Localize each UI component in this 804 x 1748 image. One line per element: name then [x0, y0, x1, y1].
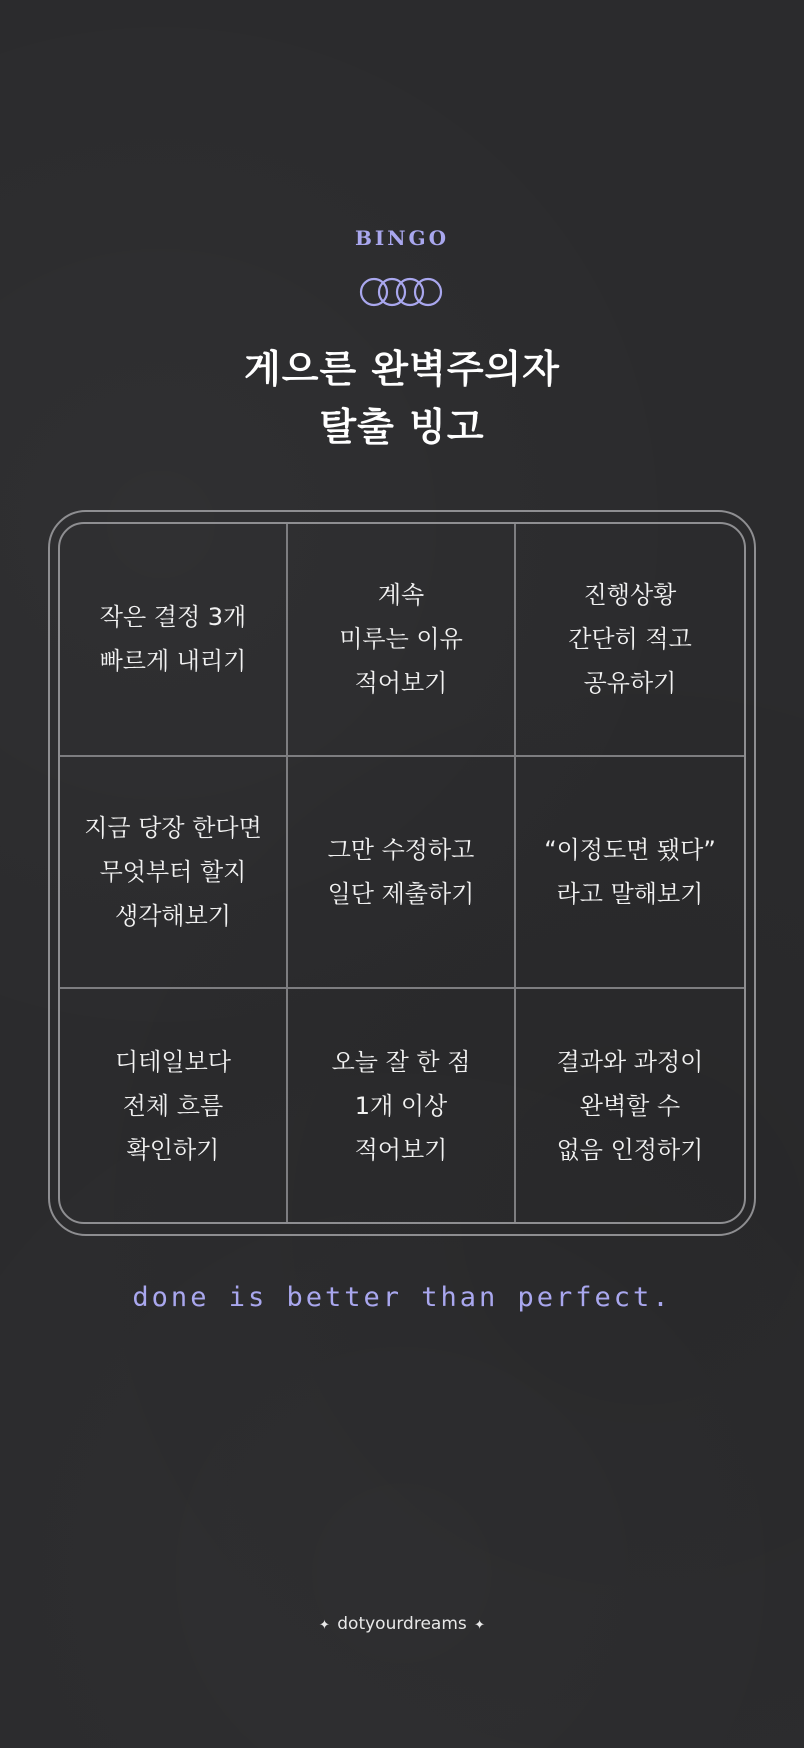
bingo-cell[interactable]: 작은 결정 3개 빠르게 내리기	[60, 524, 288, 757]
bingo-cell[interactable]: 그만 수정하고 일단 제출하기	[288, 757, 516, 990]
sparkle-icon: ✦	[318, 1618, 330, 1633]
bingo-cell[interactable]: 디테일보다 전체 흐름 확인하기	[60, 989, 288, 1222]
title-line-2: 탈출 빙고	[319, 405, 485, 449]
bingo-board	[58, 522, 746, 1224]
footer-brand	[0, 1614, 804, 1634]
rings-icon	[358, 276, 446, 308]
bingo-cell[interactable]: “이정도면 됐다” 라고 말해보기	[516, 757, 744, 990]
bingo-cell[interactable]: 계속 미루는 이유 적어보기	[288, 524, 516, 757]
sparkle-icon: ✦	[474, 1618, 486, 1633]
title-line-1: 게으른 완벽주의자	[244, 347, 560, 391]
brand-name: dotyourdreams	[337, 1614, 467, 1634]
tagline: done is better than perfect.	[132, 1282, 672, 1313]
bingo-cell[interactable]: 진행상황 간단히 적고 공유하기	[516, 524, 744, 757]
eyebrow-label: BINGO	[354, 226, 450, 250]
bingo-cell[interactable]: 결과와 과정이 완벽할 수 없음 인정하기	[556, 1047, 704, 1164]
bingo-cell[interactable]: 오늘 잘 한 점 1개 이상 적어보기	[288, 989, 516, 1222]
page-title	[0, 340, 804, 456]
bingo-cell[interactable]: 지금 당장 한다면 무엇부터 할지 생각해보기	[60, 757, 288, 990]
